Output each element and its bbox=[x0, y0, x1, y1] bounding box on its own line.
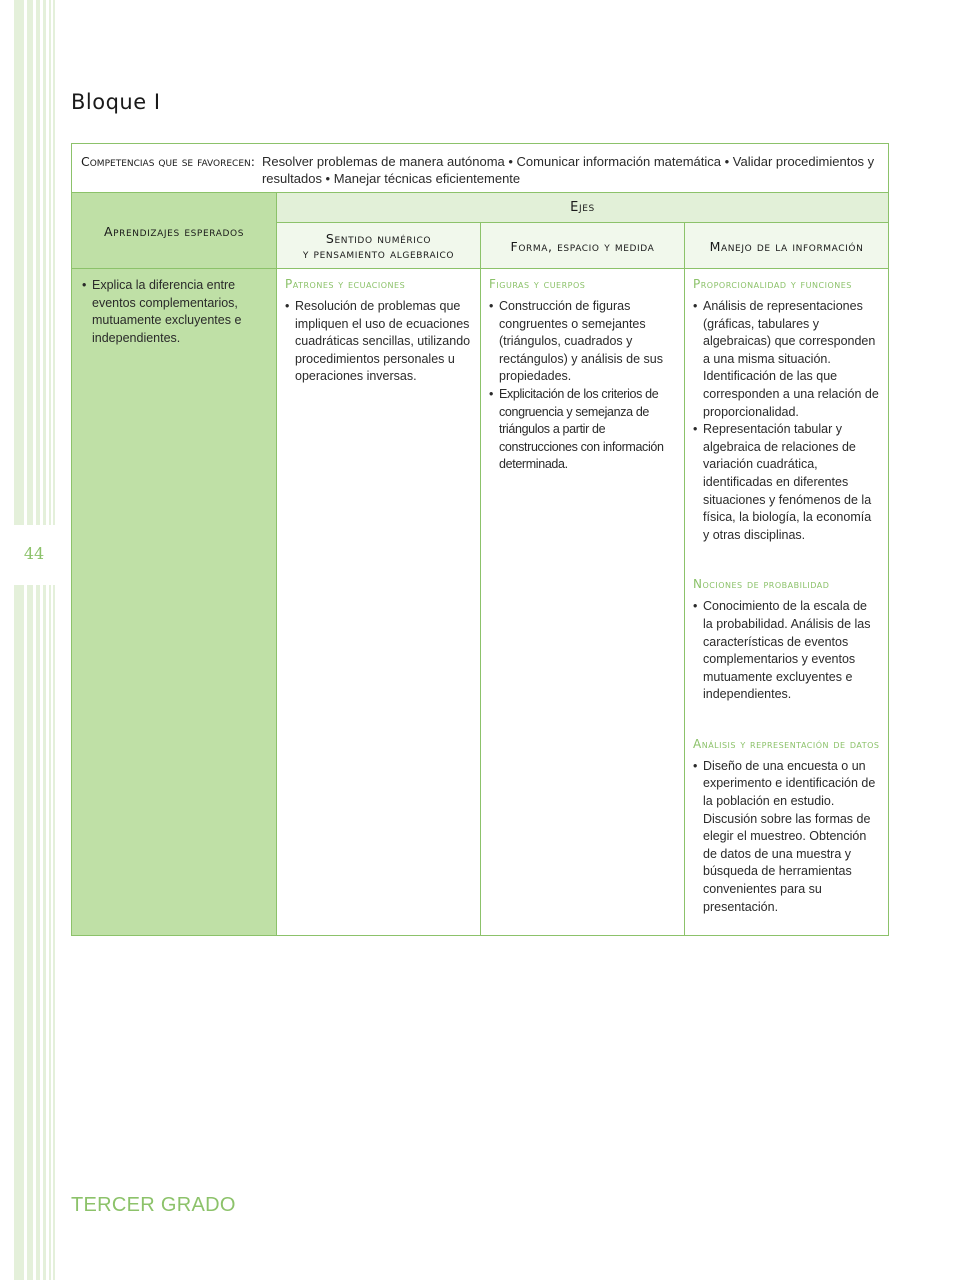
manejo-list-1 bbox=[693, 298, 880, 544]
list-item: • Representación tabular y algebraica de relaciones de variación cuadrática, identificadas en diferentes situaciones y fenómenos de la física, la biología, la economía y otras disciplinas. bbox=[693, 421, 880, 544]
list-item: • Diseño de una encuesta o un experimento e identificación de la población en estudio. Discusión sobre las formas de elegir el muestreo. Obtención de datos de una muestra y búsqueda de herramientas convenientes para su presentación. bbox=[693, 758, 880, 916]
sentido-list bbox=[285, 298, 472, 386]
competencias-label: Competencias que se favorecen: bbox=[81, 154, 255, 169]
manejo-list-2 bbox=[693, 598, 880, 704]
axis-header-forma bbox=[480, 223, 684, 269]
topic-heading: Proporcionalidad y funciones bbox=[693, 277, 852, 291]
decorative-stripe bbox=[49, 0, 51, 1280]
list-item: • Análisis de representaciones (gráficas, tabulares y algebraicas) que corresponden a una misma situación. Identificación de las que corresponden a una relación de proporcionalidad. bbox=[693, 298, 880, 421]
decorative-stripe bbox=[43, 0, 46, 1280]
grade-label: TERCER GRADO bbox=[71, 1194, 236, 1216]
decorative-stripe bbox=[14, 0, 24, 1280]
sentido-column bbox=[276, 269, 480, 935]
manejo-list-3 bbox=[693, 758, 880, 916]
topic-heading: Figuras y cuerpos bbox=[489, 277, 586, 291]
manejo-column bbox=[684, 269, 888, 935]
competencias-text: Resolver problemas de manera autónoma • Comunicar información matemática • Validar procedimientos y resultados • Manejar técnicas eficientemente bbox=[261, 154, 875, 186]
decorative-stripe bbox=[36, 0, 40, 1280]
list-item: • Construcción de figuras congruentes o semejantes (triángulos, cuadrados y rectángulos) y análisis de sus propiedades. bbox=[489, 298, 676, 386]
aprendizajes-list bbox=[82, 277, 268, 347]
topic-heading: Patrones y ecuaciones bbox=[285, 277, 406, 291]
axis-header-line: Manejo de la información bbox=[709, 238, 864, 254]
topic-heading: Análisis y representación de datos bbox=[693, 736, 880, 751]
forma-list bbox=[489, 298, 676, 474]
list-item: • Explica la diferencia entre eventos complementarios, mutuamente excluyentes e independientes. bbox=[82, 277, 268, 347]
list-item: • Resolución de problemas que impliquen el uso de ecuaciones cuadráticas sencillas, utilizando procedimientos personales u operaciones inversas. bbox=[285, 298, 472, 386]
ejes-header: Ejes bbox=[276, 193, 888, 223]
axis-header-line: Forma, espacio y medida bbox=[510, 238, 655, 254]
curriculum-table bbox=[71, 143, 889, 936]
forma-column bbox=[480, 269, 684, 935]
axis-header-line: Sentido numérico bbox=[325, 231, 432, 246]
list-item: • Explicitación de los criterios de congruencia y semejanza de triángulos a partir de construcciones con información determinada. bbox=[489, 386, 676, 474]
axis-header-sentido bbox=[276, 223, 480, 269]
decorative-stripe bbox=[53, 0, 55, 1280]
page-title: Bloque I bbox=[71, 90, 161, 114]
decorative-stripe bbox=[27, 0, 33, 1280]
aprendizajes-header: Aprendizajes esperados bbox=[72, 193, 276, 269]
topic-heading: Nociones de probabilidad bbox=[693, 577, 830, 592]
axis-header-line: y pensamiento algebraico bbox=[302, 246, 455, 261]
competencias-row bbox=[72, 144, 888, 193]
aprendizajes-column bbox=[72, 269, 276, 935]
list-item: • Conocimiento de la escala de la probabilidad. Análisis de las características de eventos complementarios y eventos mutuamente excluyentes e independientes. bbox=[693, 598, 880, 704]
axis-header-manejo bbox=[684, 223, 888, 269]
page-number: 44 bbox=[23, 544, 45, 563]
